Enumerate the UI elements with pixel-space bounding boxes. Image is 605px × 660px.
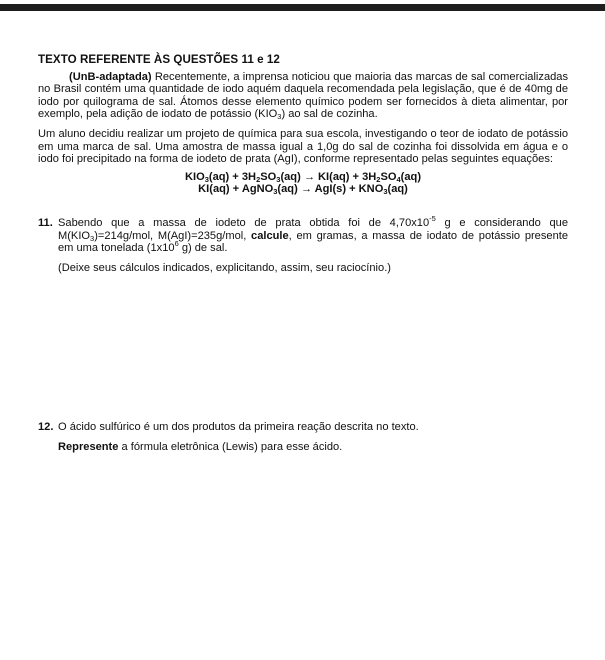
question-11-note: (Deixe seus cálculos indicados, explicitando, assim, seu raciocínio.) — [58, 261, 391, 274]
question-12-line1: O ácido sulfúrico é um dos produtos da primeira reação descrita no texto. — [58, 421, 419, 433]
chemical-equations — [38, 171, 568, 196]
question-number: 12. — [38, 421, 54, 433]
question-12-line2: Represente a fórmula eletrônica (Lewis) para esse ácido. — [58, 440, 343, 453]
question-12 — [38, 421, 588, 453]
exam-page — [38, 53, 568, 453]
section-heading: TEXTO REFERENTE ÀS QUESTÕES 11 e 12 — [38, 53, 280, 66]
question-11 — [38, 213, 568, 274]
experiment-paragraph: Um aluno decidiu realizar um projeto de química para sua escola, investigando o teor de iodato de potássio em uma marca de sal. Uma amostra de massa igual a 1,0g do sal de cozinha foi dissolvida em água e o iodo foi precipitado na forma de iodeto de prata (AgI), conforme representado pelas seguintes equações: — [38, 127, 568, 166]
intro-paragraph: (UnB-adaptada) Recentemente, a imprensa noticiou que maioria das marcas de sal comercializadas no Brasil contém uma quantidade de iodo aquém daquela recomendada pela legislação, que é de 40mg de iodo por quilograma de sal. Átomos desse elemento químico podem ser fornecidos à dieta alimentar, por exemplo, pela adição de iodato de potássio $(KIO_3)$ ao sal de cozinha. — [38, 70, 568, 122]
equation-2: KI(aq) + AgNO$_3$(aq) → $AgI(s) + KNO_3(aq)$ — [198, 183, 408, 197]
source-label: (UnB-adaptada) — [69, 70, 152, 83]
top-dark-bar — [0, 4, 605, 11]
equation-1: $KIO_3(aq) + 3H_2SO_3(aq) \to KI(aq) + 3H_2SO_4(aq)$ — [184, 170, 422, 184]
question-number: 11. — [38, 216, 53, 229]
question-11-text: Sabendo que a massa de iodeto de prata obtida foi de $4,70x10^{-5}$ g e considerando que $M(KIO_3)=214g$/mol, M(AgI)=235g/mol, calcule, em gramas, a massa de iodato de potássio presente em uma tonelada ($1x10^6$ g) de sal. — [58, 213, 568, 255]
